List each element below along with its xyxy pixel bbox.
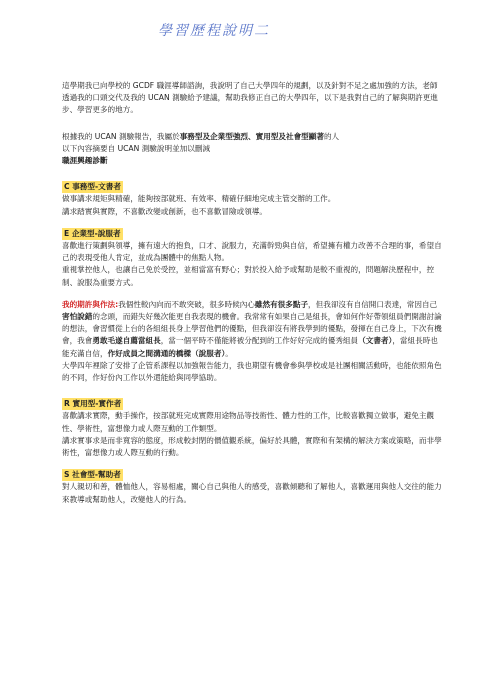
section-s	[62, 469, 442, 506]
ucan-heading: 職涯興趣診斷	[62, 156, 108, 166]
section-e-line: 喜歡進行策劃與領導，擁有遠大的抱負，口才、說服力，充滿幹勁與自信，希望擁有權力改善不合理的事，希望自己的表現受他人肯定，並成為團體中的焦點人物。	[62, 241, 442, 263]
section-c-line: 講求踏實與實際，不喜歡改變或創新，也不喜歡冒險或領導。	[62, 206, 268, 216]
section-r	[62, 398, 442, 459]
expectation-label: 我的期許與作法:	[62, 299, 119, 309]
section-r-line: 講求實事求是而非寬容的態度，形成較封閉的價值觀系統，偏好於具體，實際和有架構的解決方案或策略，而非學術性，富想像力或人際互動的行動。	[62, 435, 442, 458]
document-body	[62, 80, 442, 506]
section-c-header: C 事務型-文書者	[62, 181, 123, 193]
ucan-summary: 根據我的 UCAN 測驗報告，我屬於事務型及企業型強烈、實用型及社會型顯著的人	[62, 131, 340, 141]
section-s-line: 對人親切和善，體恤他人，容易相處，關心自己與他人的感受，喜歡傾聽和了解他人，喜歡運用與他人交往的能力來教導或幫助他人，改變他人的行為。	[62, 482, 442, 504]
section-c	[62, 181, 442, 218]
ucan-note: 以下內容摘要自 UCAN 測驗說明並加以刪減	[62, 143, 211, 153]
section-s-header: S 社會型-幫助者	[62, 469, 123, 481]
expectation-plan: 大學四年裡除了安排了企管系課程以加強報告能力，我也期望有機會參與學校或是社團相關活動時，也能依照角色的不同，作好份內工作以外還能給與同學協助。	[62, 360, 442, 383]
handwritten-title: 學習歷程說明二	[158, 23, 270, 39]
section-e	[62, 228, 442, 289]
ucan-types: 事務型及企業型強烈、實用型及社會型顯著	[179, 131, 324, 141]
section-r-line: 喜歡講求實際，動手操作，按部就班完成實際用途物品等技術性、體力性的工作，比較喜歡獨立做事，避免主觀性、學術性，富想像力或人際互動的工作類型。	[62, 411, 435, 433]
section-r-header: R 實用型-實作者	[62, 398, 123, 410]
section-e-header: E 企業型-說服者	[62, 228, 123, 240]
section-e-line: 重視掌控他人，也讓自己免於受控，並相當富有野心；對於投入給予或幫助是較不重視的，問題解決歷程中，控制、說服為重要方式。	[62, 265, 435, 287]
expectation-block: 我的期許與作法:我個性較內向而不敢突破，很多時候內心雖然有很多點子，但我卻沒有自信開口表達，常因自己害怕說錯的念頭，而錯失好幾次能更自我表現的機會。我常常有如果自己是組長，會如何作好帶領組員們開謝討論的想法，會習慣從上台的各組組長身上學習他們的優點，但我卻沒有將我學到的優點，發揮在自己身上，下次有機會，我會勇敢毛遂自薦當組長，當一個平時不僅能將被分配到的工作好好完成的優秀組員（文書者），當組長時也能充滿自信，作好成員之間溝通的橋樑（說服者）。 大學四年裡除了安排了企管系課程以加強報告能力，我也期望有機會參與學校或是社團相關活動時，也能依照角色的不同，作好份內工作以外還能給與同學協助。	[62, 299, 442, 384]
intro-paragraph: 這學期我已向學校的 GCDF 職涯導師諮詢，我說明了自己大學四年的規劃，以及針對不足之處加強的方法，老師透過我的口頭交代及我的 UCAN 測驗給予建議，幫助我修正自己的大學四年，以下是我對自己的了解與期許更進步、學習更多的地方。	[62, 81, 438, 115]
section-c-line: 做事講求規矩與精確，能夠按部就班、有效率、精確仔細地完成主管交辦的工作。	[62, 194, 336, 204]
